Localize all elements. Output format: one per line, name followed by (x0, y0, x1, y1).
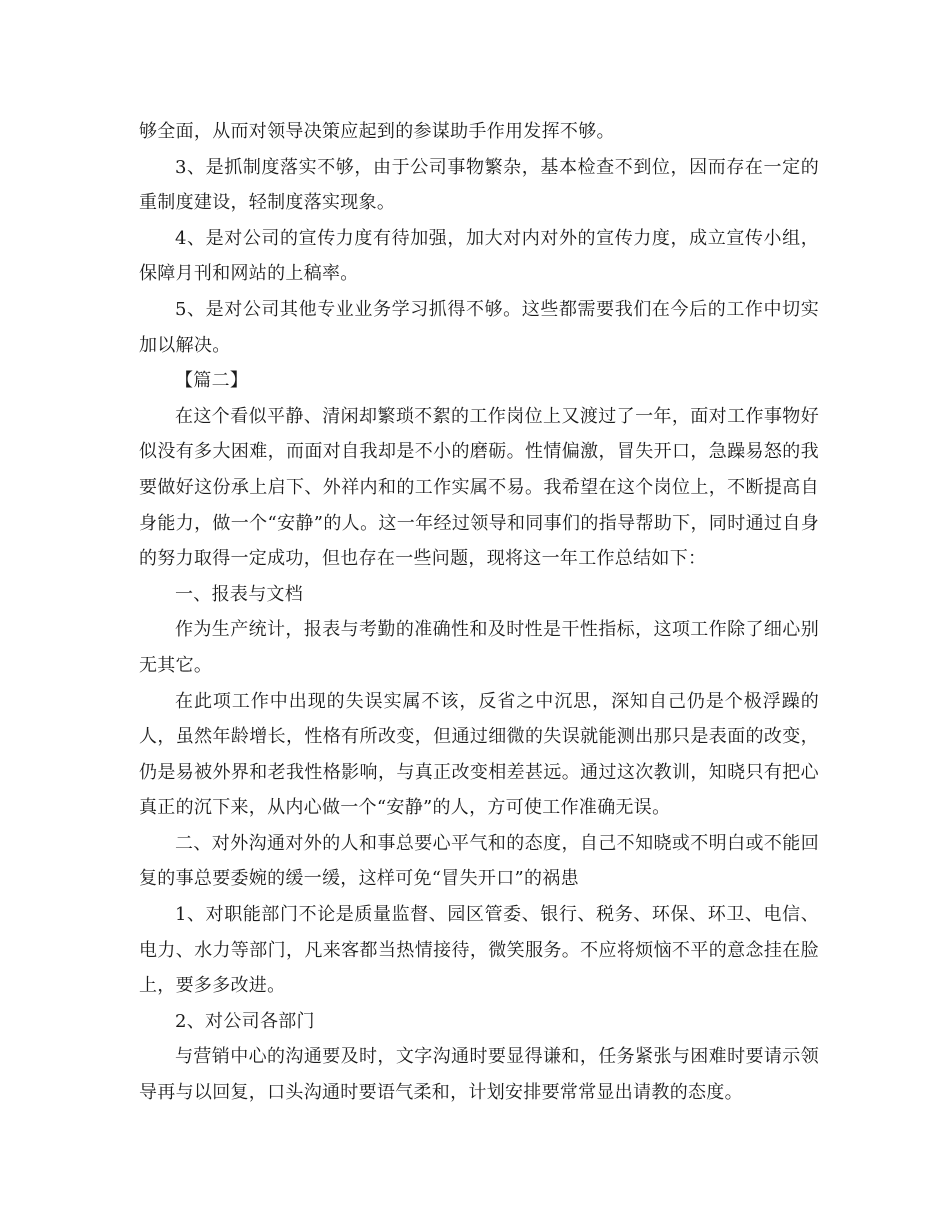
paragraph-reports: 作为生产统计，报表与考勤的准确性和及时性是干性指标，这项工作除了细心别无其它。 (139, 619, 819, 676)
paragraph-intro: 在这个看似平静、清闲却繁琐不絮的工作岗位上又渡过了一年，面对工作事物好似没有多大困难，而面对自我却是不小的磨砺。性情偏激，冒失开口，急躁易怒的我要做好这份承上启下、外祥内和的工作实属不易。我希望在这个岗位上，不断提高自身能力，做一个“安静”的人。这一年经过领导和同事们的指导帮助下，同时通过自身的努力取得一定成功，但也存在一些问题，现将这一年工作总结如下： (139, 405, 819, 570)
section-heading-part-two: 【篇二】 (175, 370, 249, 392)
paragraph-reflection: 在此项工作中出现的失误实属不该，反省之中沉思，深知自己仍是个极浮躁的人，虽然年龄增长，性格有所改变，但通过细微的失误就能测出那只是表面的改变，仍是易被外界和老我性格影响，与真正改变相差甚远。通过这次教训，知晓只有把心真正的沉下来，从内心做一个“安静”的人，方可使工作准确无误。 (139, 690, 819, 819)
paragraph-item-4: 4、是对公司的宣传力度有待加强，加大对内对外的宣传力度，成立宣传小组，保障月刊和网站的上稿率。 (139, 227, 819, 285)
paragraph-continuation: 够全面，从而对领导决策应起到的参谋助手作用发挥不够。 (139, 121, 615, 142)
document-body (139, 114, 819, 1111)
section-heading-reports: 一、报表与文档 (175, 583, 304, 605)
subheading-company-departments: 2、对公司各部门 (175, 1010, 315, 1032)
paragraph-item-3: 3、是抓制度落实不够，由于公司事物繁杂，基本检查不到位，因而存在一定的重制度建设，轻制度落实现象。 (139, 156, 819, 214)
paragraph-marketing: 与营销中心的沟通要及时，文字沟通时要显得谦和，任务紧张与困难时要请示领导再与以回复，口头沟通时要语气柔和，计划安排要常常显出请教的态度。 (139, 1046, 819, 1104)
paragraph-departments: 1、对职能部门不论是质量监督、园区管委、银行、税务、环保、环卫、电信、电力、水力等部门，凡来客都当热情接待，微笑服务。不应将烦恼不平的意念挂在脸上，要多多改进。 (139, 904, 819, 997)
paragraph-item-5: 5、是对公司其他专业业务学习抓得不够。这些都需要我们在今后的工作中切实加以解决。 (139, 298, 819, 356)
section-heading-communication: 二、对外沟通对外的人和事总要心平气和的态度，自己不知晓或不明白或不能回复的事总要委婉的缓一缓，这样可免“冒失开口”的祸患 (139, 832, 819, 890)
